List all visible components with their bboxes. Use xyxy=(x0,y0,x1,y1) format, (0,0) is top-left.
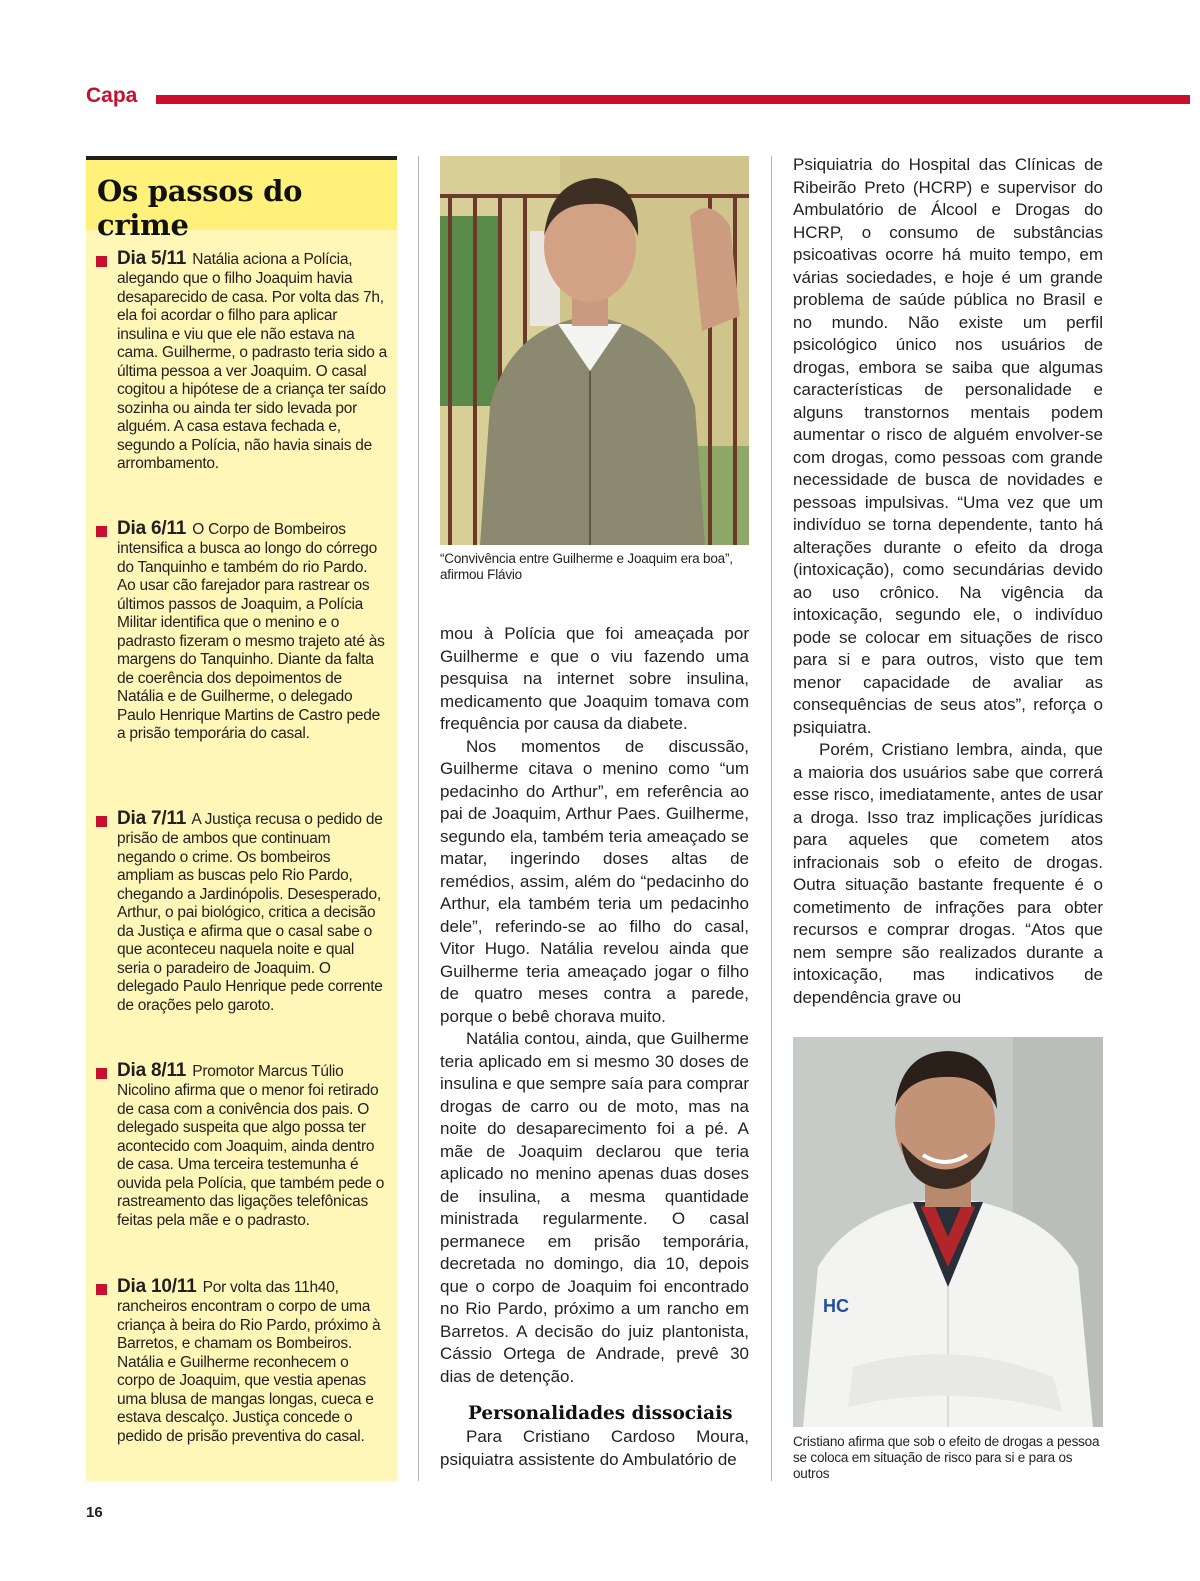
timeline-sidebar xyxy=(86,156,397,1481)
photo2-caption: Cristiano afirma que sob o efeito de drogas a pessoa se coloca em situação de risco para si e para os outros xyxy=(793,1434,1100,1481)
coat-logo: HC xyxy=(823,1296,849,1316)
entry-text: Promotor Marcus Túlio Nicolino afirma que o menor foi retirado de casa com a conivência dos pais. O delegado suspeita que algo possa ter acontecido com Joaquim, ainda dentro de casa. Uma terceira testemunha é ouvida pela Polícia, que também pede o rastreamento das ligações telefônicas feitas pela mãe e o padrasto. xyxy=(117,1063,385,1229)
photo-man-at-gate xyxy=(440,156,749,545)
timeline-entry xyxy=(96,1276,388,1446)
entry-text: Por volta das 11h40, rancheiros encontram o corpo de uma criança à beira do Rio Pardo, próximo à Barretos, e chamam os Bombeiros. Natália e Guilherme reconhecem o corpo de Joaquim, que vestia apenas uma blusa de mangas longas, cueca e estava descalço. Justiça concede o pedido de prisão preventiva do casal. xyxy=(117,1279,381,1445)
photo-psychiatrist xyxy=(793,1037,1103,1427)
timeline-entry xyxy=(96,808,388,1015)
timeline-entry xyxy=(96,1060,388,1230)
paragraph: Porém, Cristiano lembra, ainda, que a maioria dos usuários sabe que correrá esse risco, imediatamente, antes de usar a droga. Isso traz implicações jurídicas para aqueles que cometem atos infracionais sob o efeito de drogas. Outra situação bastante frequente é o cometimento de infrações para obter recursos e comprar drogas. “Atos que nem sempre são realizados durante a intoxicação, mas indicativos de dependência grave ou xyxy=(793,740,1103,1007)
paragraph: Nos momentos de discussão, Guilherme citava o menino como “um pedacinho do Arthur”, em referência ao pai de Joaquim, Arthur Paes. Guilherme, segundo ela, também teria ameaçado se matar, ingerindo doses altas de remédios, assim, além do “pedacinho do Arthur, ela também teria um pedacinho dele”, referindo-se ao filho do casal, Vitor Hugo. Natália revelou ainda que Guilherme teria ameaçado jogar o filho de quatro meses contra a parede, porque o bebê chorava muito. xyxy=(440,736,749,1026)
entry-text: A Justiça recusa o pedido de prisão de ambos que continuam negando o crime. Os bombeiros ampliam as buscas pelo Rio Pardo, chegando a Jardinópolis. Desesperado, Arthur, o pai biológico, critica a decisão da Justiça e afirma que o casal sabe o que aconteceu naquela noite e qual seria o paradeiro de Joaquim. O delegado Paulo Henrique pede corrente de orações pelo garoto. xyxy=(117,811,383,1014)
photo1-caption: “Convivência entre Guilherme e Joaquim era boa”, afirmou Flávio xyxy=(440,551,733,582)
bullet-icon xyxy=(96,1284,107,1295)
bullet-icon xyxy=(96,256,107,267)
entry-day: Dia 6/11 xyxy=(117,518,187,539)
sidebar-title: Os passos do crime xyxy=(97,174,303,242)
column-divider xyxy=(418,156,419,1481)
paragraph: Psiquiatria do Hospital das Clínicas de Ribeirão Preto (HCRP) e supervisor do Ambulatório de Álcool e Drogas do HCRP, o consumo de substâncias psicoativas ocorre há muito tempo, em várias sociedades, e hoje é um grande problema de saúde pública no Brasil e no mundo. Não existe um perfil psicológico único nos usuários de drogas, embora se saiba que algumas características de personalidade e alguns transtornos mentais podem aumentar o risco de alguém envolver-se com drogas, como pessoas com grande necessidade de busca de novidades e pessoas impulsivas. “Uma vez que um indivíduo se torna dependente, tanto há alterações durante o efeito da droga (intoxicação), como secundárias devido ao uso crônico. Na vigência da intoxicação, segundo ele, o indivíduo pode se colocar em situações de risco para si e para outros, visto que tem menor capacidade de avaliar as consequências de seus atos”, reforça o psiquiatra. xyxy=(793,155,1103,737)
entry-day: Dia 5/11 xyxy=(117,248,187,269)
entry-text: Natália aciona a Polícia, alegando que o filho Joaquim havia desaparecido de casa. Por volta das 7h, ela foi acordar o filho para aplicar insulina e viu que ele não estava na cama. Guilherme, o padrasto teria sido a última pessoa a ver Joaquim. O casal cogitou a hipótese de a criança ter saído sozinha ou ainda ter sido levada por alguém. A casa estava fechada e, segundo a Polícia, não havia sinais de arrombamento. xyxy=(117,251,387,472)
section-label: Capa xyxy=(86,84,138,107)
sidebar-header xyxy=(86,160,397,242)
article-column-3 xyxy=(793,154,1103,1009)
bullet-icon xyxy=(96,1068,107,1079)
page-number: 16 xyxy=(86,1504,103,1521)
article-column-2 xyxy=(440,623,749,1471)
bullet-icon xyxy=(96,816,107,827)
entry-text: O Corpo de Bombeiros intensifica a busca ao longo do córrego do Tanquinho e também do rio Pardo. Ao usar cão farejador para rastrear os últimos passos de Joaquim, a Polícia Militar identifica que o menino e o padrasto fizeram o mesmo trajeto até às margens do Tanquinho. Diante da falta de coerência dos depoimentos de Natália e de Guilherme, o delegado Paulo Henrique Martins de Castro pede a prisão temporária do casal. xyxy=(117,521,385,742)
section-rule xyxy=(156,95,1190,104)
timeline-entry xyxy=(96,248,388,474)
entry-day: Dia 7/11 xyxy=(117,808,187,829)
entry-day: Dia 10/11 xyxy=(117,1276,197,1297)
bullet-icon xyxy=(96,526,107,537)
subheading: Personalidades dissociais xyxy=(468,1403,733,1424)
paragraph: Natália contou, ainda, que Guilherme teria aplicado em si mesmo 30 doses de insulina e que sempre saía para comprar drogas de carro ou de moto, mas na noite do desaparecimento foi a pé. A mãe de Joaquim declarou que teria aplicado no menino apenas duas doses de insulina, a mesma quantidade ministrada regularmente. O casal permanece em prisão temporária, decretada no domingo, dia 10, depois que o corpo de Joaquim foi encontrado no Rio Pardo, próximo a um rancho em Barretos. A decisão do juiz plantonista, Cássio Ortega de Andrade, prevê 30 dias de detenção. xyxy=(440,1029,749,1386)
column-divider xyxy=(771,156,772,1481)
paragraph: mou à Polícia que foi ameaçada por Guilherme e que o viu fazendo uma pesquisa na internet sobre insulina, medicamento que Joaquim tomava com frequência por causa da diabete. xyxy=(440,624,749,733)
timeline-entry xyxy=(96,518,388,744)
entry-day: Dia 8/11 xyxy=(117,1060,187,1081)
paragraph: Para Cristiano Cardoso Moura, psiquiatra assistente do Ambulatório de xyxy=(440,1427,749,1469)
